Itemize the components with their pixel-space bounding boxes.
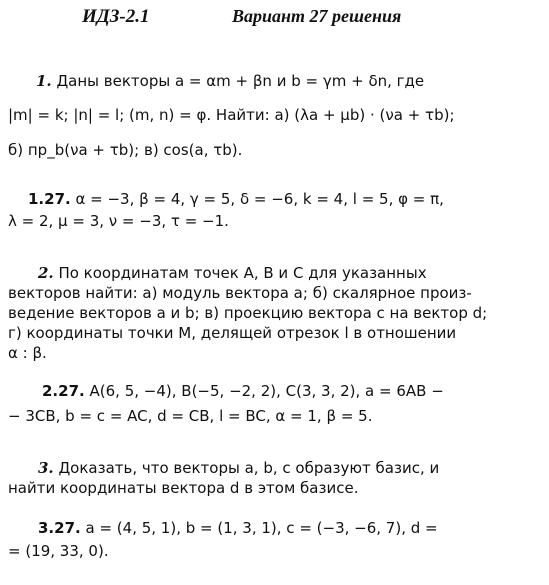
variant-title: Вариант 27 решения bbox=[232, 6, 402, 26]
problem-1-variant-line-2: λ = 2, μ = 3, ν = −3, τ = −1. bbox=[8, 212, 229, 230]
document-header bbox=[0, 6, 549, 32]
problem-2-statement-line-3: ведение векторов a и b; в) проекцию вектора c на вектор d; bbox=[8, 304, 488, 322]
problem-2-statement-line-4: г) координаты точки M, делящей отрезок l в отношении bbox=[8, 324, 457, 342]
problem-1-statement-line-2: |m| = k; |n| = l; (m, n) = φ. Найти: а) (λa + μb) · (νa + τb); bbox=[8, 106, 455, 124]
problem-3-statement-line-1: 3. Доказать, что векторы a, b, c образуют базис, и bbox=[38, 459, 440, 477]
problem-2-variant-number: 2.27. bbox=[42, 382, 85, 400]
problem-2-statement-line-5: α : β. bbox=[8, 344, 47, 362]
problem-2-variant-line-2: − 3CB, b = c = AC, d = CB, l = BC, α = 1, β = 5. bbox=[8, 407, 373, 425]
problem-1-statement-line-1: 1. Даны векторы a = αm + βn и b = γm + δn, где bbox=[36, 72, 425, 90]
problem-3-number: 3. bbox=[38, 459, 54, 477]
problem-1-variant-number: 1.27. bbox=[28, 190, 71, 208]
problem-1-statement-line-3: б) пр_b(νa + τb); в) cos(a, τb). bbox=[8, 141, 243, 159]
problem-3-variant-number: 3.27. bbox=[38, 519, 81, 537]
problem-2-variant-line-1: 2.27. A(6, 5, −4), B(−5, −2, 2), C(3, 3, 2), a = 6AB − bbox=[42, 382, 444, 400]
problem-3-statement-line-2: найти координаты вектора d в этом базисе. bbox=[8, 479, 359, 497]
assignment-title: ИДЗ-2.1 bbox=[82, 6, 150, 27]
problem-2-statement-line-2: векторов найти: а) модуль вектора a; б) скалярное произ- bbox=[8, 284, 472, 302]
problem-2-number: 2. bbox=[38, 264, 54, 282]
problem-3-variant-line-1: 3.27. a = (4, 5, 1), b = (1, 3, 1), c = (−3, −6, 7), d = bbox=[38, 519, 438, 537]
problem-3-variant-line-2: = (19, 33, 0). bbox=[8, 542, 109, 560]
problem-1-number: 1. bbox=[36, 72, 52, 90]
problem-2-statement-line-1: 2. По координатам точек A, B и C для указанных bbox=[38, 264, 427, 282]
problem-1-variant-line-1: 1.27. α = −3, β = 4, γ = 5, δ = −6, k = 4, l = 5, φ = π, bbox=[28, 190, 444, 208]
